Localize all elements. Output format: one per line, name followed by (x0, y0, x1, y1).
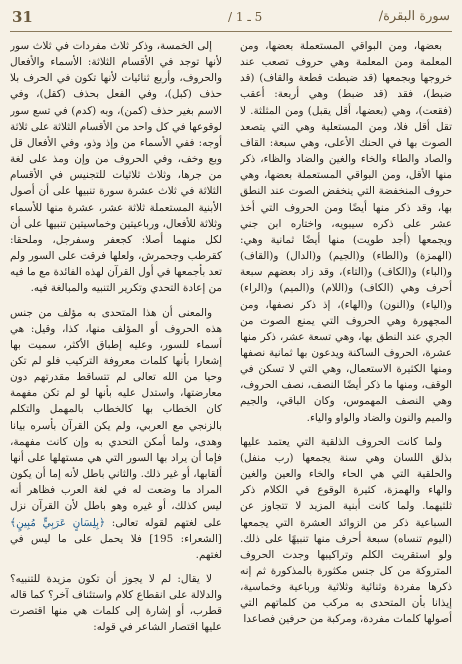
section-range: 5 ـ 1 / (228, 10, 263, 24)
sura-title: سورة البقرة/ (378, 9, 450, 24)
verse-reference: [الشعراء: 195] (149, 532, 222, 545)
left-paragraph-1: إلى الخمسة، وذكر ثلاث مفردات في ثلاث سور لأنها توجد في الأقسام الثلاثة: الأسماء والأفعال والحروف، وأربع ثنائيات لأنها تكون في الحرف بلا حذف (كبل)، وفي الفعل بحذف (كقل)، وفي الاسم بغير حذف (كمن)، وبه (كدم) في تسع سور لوقوعها في كل واحد من الأقسام الثلاثة على ثلاثة أوجه: ففي الأسماء من وإذ وذو، وفي الأفعال قل وبع وخف، وفي الحروف من وإن ومذ على لغة من جرها، وثلاث ثلاثيات للتجنيس في الأقسام الثلاثة في ثلاث عشرة سورة تنبيها على أن أصول الأبنية المستعملة ثلاثة عشر، عشرة منها للأسماء وثلاثة للأفعال، ورباعيتين وخماسيتين تنبيها على أن لكل منهما أصلا: كجعفر وسفرجل، وملحقا: كقرطب وجحمرش، ولعلها فرقت على السور ولم تعد بأجمعها في أول القرآن لهذه الفائدة مع ما فيه من إعادة التحدي وتكرير التنبيه والمبالغة فيه. (10, 40, 222, 295)
page-number: 31 (12, 8, 33, 26)
left-column (10, 38, 222, 660)
right-paragraph-1: بعضها، ومن البواقي المستعملة بعضها، ومن المعلمة ومن المعلمة وهي حروف تصعب عند خروجها وبجمعها (قد ضبطت قطعة والقاف) (قد ضبط)، فقد (قد ضبط) وهي أربعة: أعقب (فقعت)، وهي (بعضها، أقل يقبل) ومن المثلثة. لا تقل أقل فلا، ومن المستعلية وهي التي يتصعد الصوت بها في الحنك الأعلى، وهي سبعة: القاف والصاد والطاء والخاء والغين والضاد والظاء، ذكر منها الأقل، ومن البواقي المستعملة بعضها، وهي حروف المنخفضة التي ينخفض الصوت عند النطق بها، وقد ذكر منها أيضًا ومن الحروف التي أخذ عشر على ذكره سيبويه، واختاره ابن جني ويجمعها (أجد طويت) منها أيضًا ثمانية وهي: (الهمزة) و(الطاء) و(الجيم) و(الدال) و(القاف) و(الباء) و(الكاف) و(التاء)، وقد زاد بعضهم سبعة أحرف وهي (الكاف) و(اللام) و(الميم) و(الراء) و(الياء) و(النون) و(الهاء)، إذ ذكر نصفها، ومن المجهورة وهي الحروف التي يمنع الصوت من الجري عند النطق بها، وهي تسعة عشر، ذكر منها عشرة، الحروف الساكنة ويدعون بها ثمانية نصفها ومنها الكثيرة الاستعمال، وهي التي لا تسكن في الوقف، ومنها ما ذكر أيضًا النصف، نصف الحروف، وهي النصف المهموس، وكان الباقي، والجيم والميم والنون والضاد والواو والياء. (240, 40, 452, 424)
right-column (240, 38, 452, 660)
right-paragraph-2: ولما كانت الحروف الذلقية التي يعتمد عليها بذلق اللسان وهي سنة يجمعها (رب منفل) والحلقية التي هي الحاء والخاء والعين والغين والهاء والهمزة، كثيرة الوقوع في الكلام ذكر ثلثيهما. ولما كانت أبنية المزيد لا تتجاوز عن السباعية ذكر من الزوائد العشرة التي يجمعها (اليوم تنساه) سبعة أحرف منها تنبيهًا على ذلك. ولو استقريت الكلم وتراكيبها وجدت الحروف المتروكة من كل جنس مكثورة بالمذكورة ثم إنه ذكرها مفردة وثنائية وثلاثية ورباعية وخماسية، إيذانا بأن المتحدى به مركب من كلماتهم التي أصولها كلمات مفردة، ومركبة من حرفين فصاعدا (240, 435, 452, 626)
left-paragraph-2 (10, 305, 222, 564)
header-rule (10, 31, 452, 32)
left-paragraph-3: لا يقال: لم لا يجوز أن تكون مزيدة للتنبيه؟ والدلالة على انقطاع كلام واستئناف آخر؟ كما قاله قطرب، أو إشارة إلى كلمات هي منها اقتصرت عليها اقتصار الشاعر في قوله: (10, 573, 222, 634)
quran-quote: ﴿بِلِسَانٍ عَرَبِيٍّ مُبِينٍ﴾ (10, 516, 106, 529)
left-paragraph-2-text: والمعنى أن هذا المتحدى به مؤلف من جنس هذه الحروف أو المؤلف منها، كذا، وقيل: هي أسماء للسور، وعليه إطباق الأكثر، سميت بها إشعارا بأنها كلمات معروفة التركيب فلو لم تكن وحيا من الله تعالى لم تتساقط مقدرتهم دون معارضتها، واستدل عليه بأنها لو لم تكن مفهمة كان الخطاب بها كالخطاب بالمهمل والتكلم بالزنجي مع العربي، ولم يكن القرآن بأسره بيانا وهدى، ولما أمكن التحدي به وإن كانت مفهمة، فإما أن يراد بها السور التي هي مستهلها على أنها ألقابها، أو غير ذلك. والثاني باطل لأنه إما أن يكون المراد ما وضعت له في لغة العرب فظاهر أنه ليس كذلك، أو غيره وهو باطل لأن القرآن نزل على لغتهم لقوله تعالى: (10, 306, 222, 529)
left-paragraph-2-end: فلا يحمل على ما ليس في لغتهم. (10, 532, 222, 561)
page-header (10, 8, 452, 28)
